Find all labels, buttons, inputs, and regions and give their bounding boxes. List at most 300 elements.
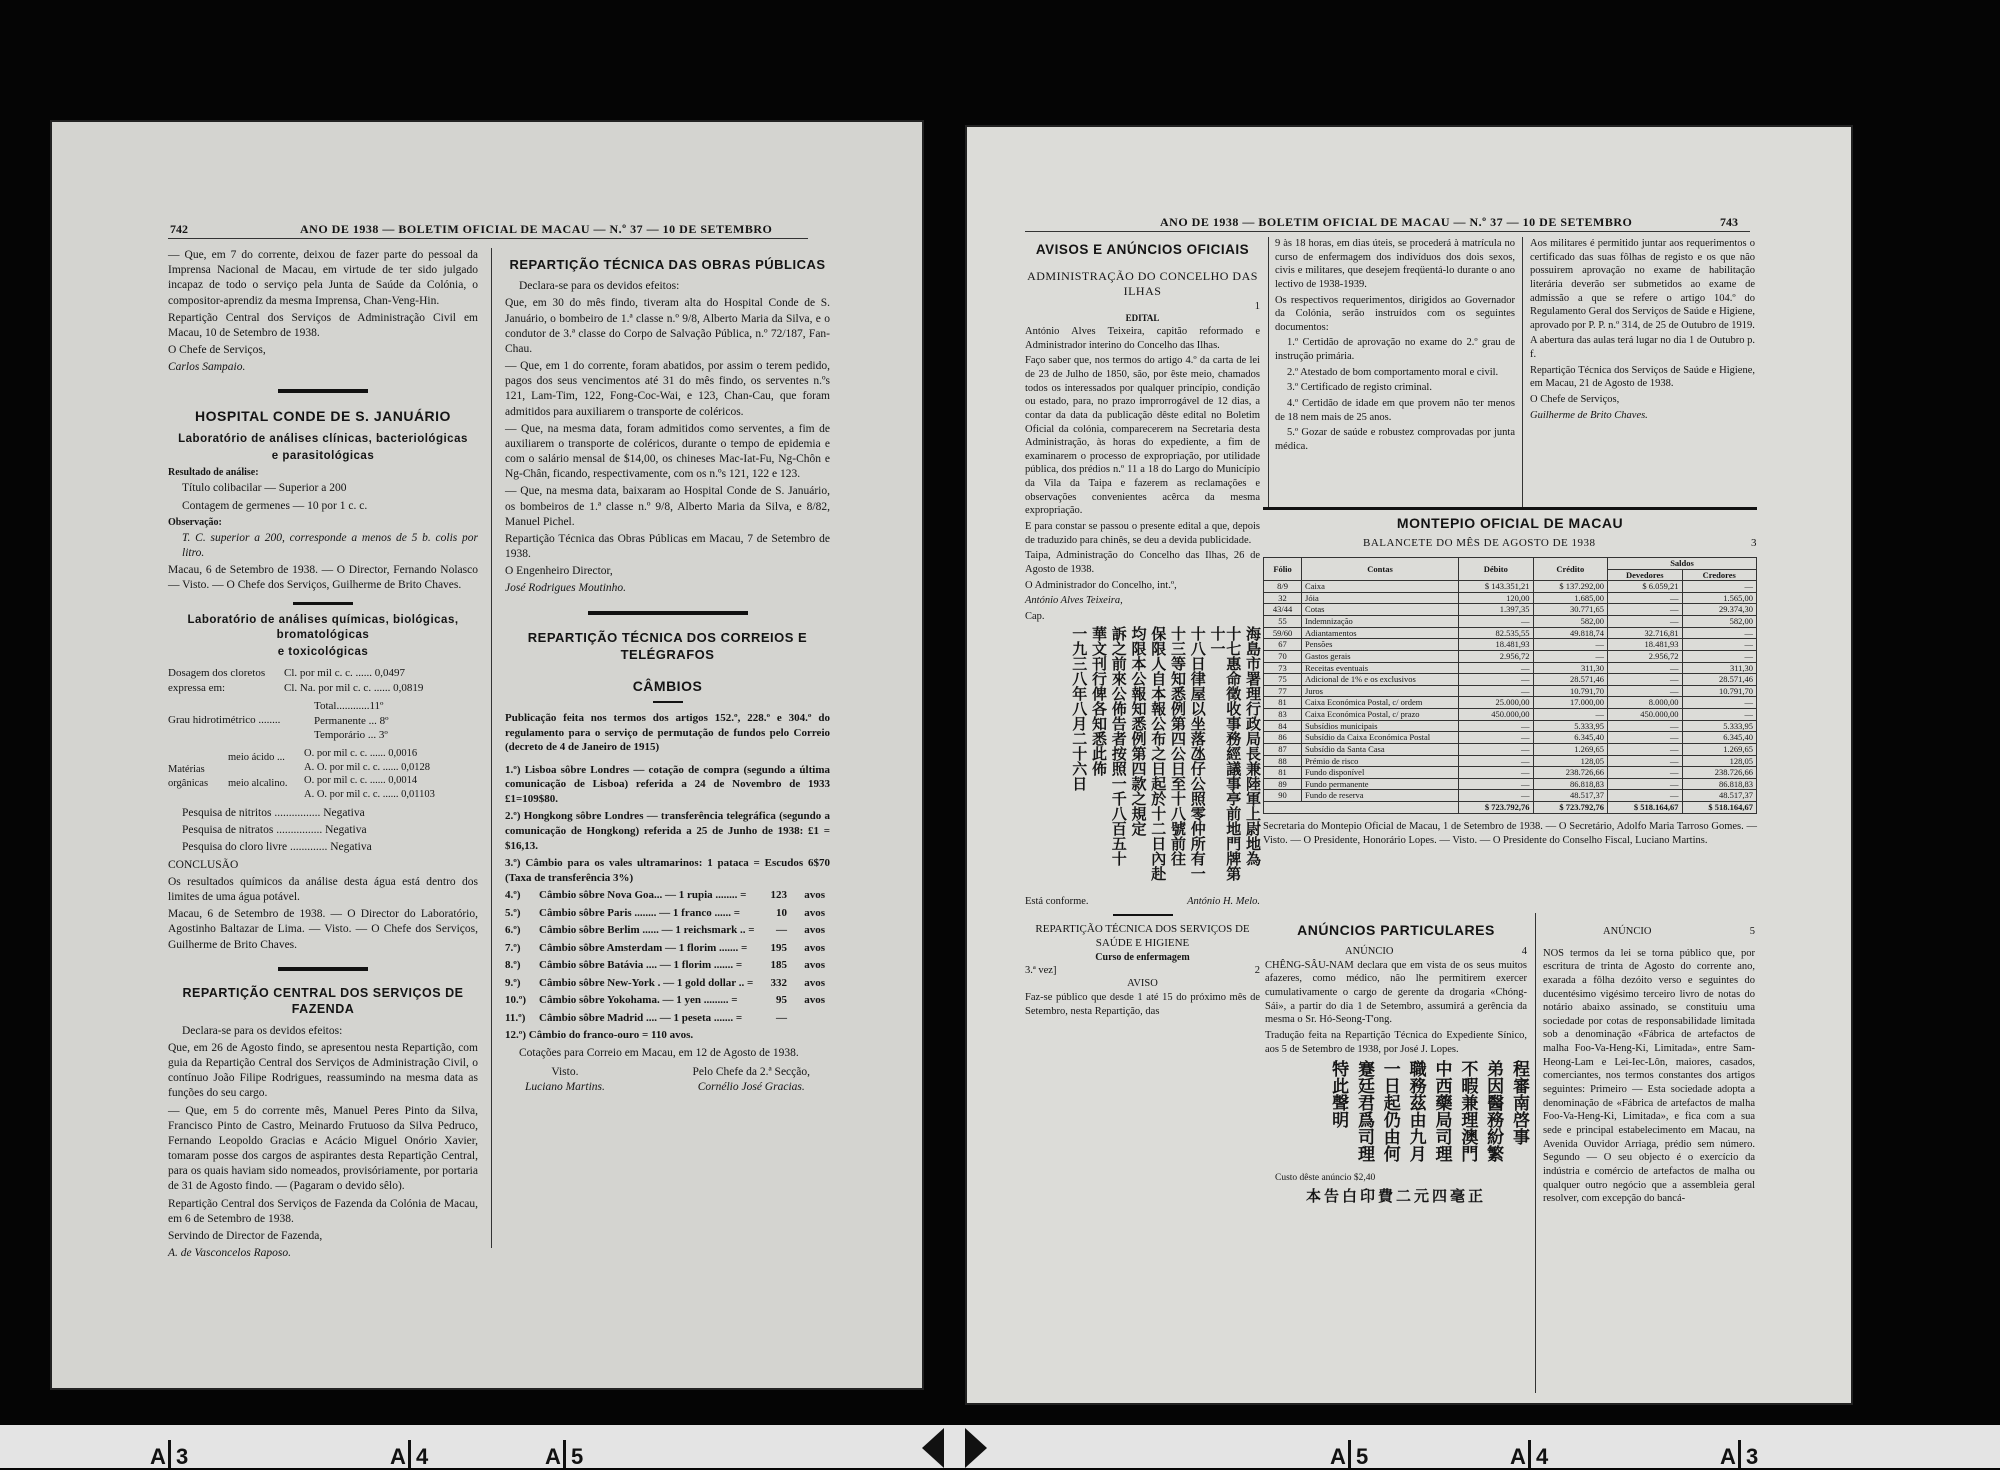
chefe-label: Pelo Chefe da 2.ª Secção, [692, 1065, 810, 1078]
dosagem-block [168, 666, 478, 695]
scale-tick [408, 1440, 411, 1468]
debito-cell: — [1459, 662, 1533, 674]
column-divider [1535, 913, 1536, 1393]
particulares-chinese-columns [1328, 1060, 1527, 1172]
scale-letter: A [1330, 1444, 1346, 1469]
balancete-row [1264, 662, 1757, 674]
total-cell: $ 518.164,67 [1682, 802, 1757, 814]
header-contas: Contas [1302, 557, 1459, 580]
scale-number: 5 [1356, 1444, 1369, 1469]
devedores-cell: — [1608, 685, 1682, 697]
folio-cell: 59/60 [1264, 627, 1302, 639]
balancete-row [1264, 755, 1757, 767]
grau-value-2: Permanente ... 8º [314, 714, 389, 727]
credores-cell: — [1682, 697, 1757, 709]
header-folio: Fólio [1264, 557, 1302, 580]
header-credores: Credores [1682, 569, 1757, 581]
hospital-sub2: e parasitológicas [271, 450, 375, 463]
scale-letter: A [1720, 1444, 1736, 1469]
rate-unit: avos [804, 959, 825, 972]
aviso-paragraph: Faz-se público que desde 1 até 15 do próximo mês de Setembro, nesta Repartição, das [1025, 992, 1260, 1017]
conta-cell: Fundo disponível [1302, 767, 1459, 779]
debito-cell: $ 143.351,21 [1459, 581, 1533, 593]
particulares-section [1265, 915, 1527, 1206]
header-devedores: Devedores [1608, 569, 1682, 581]
debito-cell: 450.000,00 [1459, 709, 1533, 721]
rate-description: Câmbio sôbre Yokohama. — 1 yen ......... = [539, 994, 738, 1007]
debito-cell: 18.481,93 [1459, 639, 1533, 651]
credito-cell: 1.685,00 [1533, 592, 1607, 604]
devedores-cell: — [1608, 767, 1682, 779]
conclusion-text: Os resultados químicos da análise desta água está dentro dos limites de uma água potável. [168, 875, 478, 903]
saude-title: REPARTIÇÃO TÉCNICA DOS SERVIÇOS DE SAÚDE E HIGIENE [1035, 923, 1250, 950]
obras-paragraph-3: — Que, na mesma data, foram admitidos como serventes, a fim de auxiliarem o transporte de coléricos, durante o tempo de epidemia e com o salário mensal de $14,00, os chineses Mac-Iat-Fu, Ng-Chôn e Ng-Chân, ficando, respectivamente, com os n.ºs 121, 122 e 123. [505, 422, 830, 481]
observation-label: Observação: [168, 516, 222, 528]
particulares-chinese-bottom: 本告白印費二元四毫正 [1305, 1186, 1486, 1205]
conta-cell: Subsídio da Caixa Económica Postal [1302, 732, 1459, 744]
fazenda-signature-name: A. de Vasconcelos Raposo. [168, 1247, 291, 1260]
anuncio2-paragraph: NOS termos da lei se torna público que, por escritura de trinta de Agosto do corrente ano, exarada a fôlha dezóito verso e seguintes do ducentésimo vigésimo terceiro livro de notas do notário abaixo assinado, se constituiu uma sociedade por cotas de responsabilidade limitada sob a denominação «Fábrica de artefactos de malha Foo-Va-Heng-Ki, Limitada», entre Sam-Heong-Lam e Lei-Iec-Lôn, maiores, casados, comerciantes, nos termos constantes dos artigos seguintes: Primeiro — Esta sociedade adopta a denominação de «Fábrica de artefactos de malha Foo-Va-Heng-Ki, Limitada», e fica com a sua sede e principal estabelecimento em Macau, na Avenida Ouvidor Arriaga, prédio sem número. Segundo — O seu objecto é o exercício da indústria e comércio de artefactos de malha ou qualquer outro negócio que a assembleia geral resolver, com excepção do bancá- [1543, 947, 1755, 1205]
edital-signature-title: O Administrador do Concelho, int.º, [1025, 579, 1177, 591]
aviso-label: AVISO [1127, 978, 1158, 990]
chinese-column: 弟因醫務紛繁 [1483, 1060, 1504, 1163]
conta-cell: Caixa Económica Postal, c/ ordem [1302, 697, 1459, 709]
section-rule [1113, 914, 1173, 916]
balancete-row [1264, 674, 1757, 686]
chinese-column: 訴之前來公佈告者按照一千八百五十 [1109, 625, 1128, 866]
conta-cell: Fundo permanente [1302, 778, 1459, 790]
credores-cell: 48.517,37 [1682, 790, 1757, 802]
header-rule [1025, 231, 1750, 232]
rate-value: — [776, 924, 787, 937]
folio-cell: 81 [1264, 697, 1302, 709]
folio-cell: 8/9 [1264, 581, 1302, 593]
folio-cell: 43/44 [1264, 604, 1302, 616]
credito-cell: 30.771,65 [1533, 604, 1607, 616]
document-item: 2.º Atestado de bom comportamento moral e civil. [1287, 366, 1499, 378]
balancete-row [1264, 627, 1757, 639]
devedores-cell: 8.000,00 [1608, 697, 1682, 709]
chinese-column: 華文刊行俾各知悉此佈 [1090, 625, 1108, 776]
conta-cell: Subsídios municipais [1302, 720, 1459, 732]
devedores-cell: — [1608, 720, 1682, 732]
devedores-cell: — [1608, 592, 1682, 604]
documents-list [1275, 336, 1515, 453]
credito-cell: 128,05 [1533, 755, 1607, 767]
particulares-anuncio-label: ANÚNCIO [1345, 946, 1394, 958]
conta-cell: Indemnização [1302, 616, 1459, 628]
rate-number: 10.º) [505, 994, 527, 1007]
rate-number: 7.º) [505, 941, 521, 954]
saude-paragraph-2: Os respectivos requerimentos, dirigidos ao Governador da Colónia, serão instruídos com os seguintes documentos: [1275, 294, 1515, 333]
folio-cell: 75 [1264, 674, 1302, 686]
left-column-1 [168, 248, 478, 1263]
section-rule [588, 611, 748, 615]
result-label: Resultado de análise: [168, 467, 259, 479]
balancete-body [1264, 581, 1757, 814]
balancete-table [1263, 557, 1757, 814]
anuncio2-number: 5 [1749, 926, 1755, 937]
visto-block [525, 1065, 605, 1095]
cotacoes: Cotações para Correio em Macau, em 12 de Agosto de 1938. [519, 1046, 799, 1059]
conta-cell: Caixa [1302, 581, 1459, 593]
balancete-row [1264, 697, 1757, 709]
cambio-1: 1.º) Lisboa sôbre Londres — cotação de compra (segundo a última comunicação de Lisboa) referida a 24 de Novembro de 1933 £1=109$80. [505, 763, 830, 805]
devedores-cell: 450.000,00 [1608, 709, 1682, 721]
rate-value: 185 [770, 959, 787, 972]
credito-cell: 10.791,70 [1533, 685, 1607, 697]
abertura-paragraph: A abertura das aulas terá lugar no dia 1 de Outubro p. f. [1530, 335, 1755, 361]
conta-cell: Adicional de 1% e os exclusivos [1302, 674, 1459, 686]
devedores-cell: — [1608, 662, 1682, 674]
saude-signature-name: Guilherme de Brito Chaves. [1530, 409, 1648, 421]
credito-cell: 311,30 [1533, 662, 1607, 674]
fazenda-paragraph-2: — Que, em 5 do corrente mês, Manuel Peres Pinto da Silva, Francisco Pinto de Castro, Meinardo Frutuoso da Silva Pedruco, Fernando Leopoldo Gracias e Acácio Miguel Onório Xavier, tomaram posse dos cargos de aspirantes desta Repartição Central, para os quais haviam sido nomeados, provisóriamente, por portaria de 31 de Agosto findo. — (Pagaram o devido sêlo). [168, 1104, 478, 1193]
debito-cell: — [1459, 616, 1533, 628]
column-divider [1522, 237, 1523, 507]
montepio-section [1263, 507, 1757, 849]
materias-values [304, 747, 435, 802]
debito-cell: — [1459, 790, 1533, 802]
lab-place: Macau, 6 de Setembro de 1938. — O Director, Fernando Nolasco — Visto. — O Chefe dos Serviços, Guilherme de Brito Chaves. [168, 564, 478, 592]
folio-cell: 89 [1264, 778, 1302, 790]
conforme-label: Está conforme. [1025, 895, 1089, 907]
rate-row [505, 906, 830, 921]
rate-unit: avos [804, 906, 825, 919]
credores-cell: — [1682, 639, 1757, 651]
dosagem-value-1: Cl. por mil c. c. ...... 0,0497 [284, 667, 405, 680]
folio-cell: 55 [1264, 616, 1302, 628]
edital-place: Taipa, Administração do Concelho das Ilhas, 26 de Agosto de 1938. [1025, 550, 1260, 575]
credores-cell: 311,30 [1682, 662, 1757, 674]
credores-cell: 1.565,00 [1682, 592, 1757, 604]
conta-cell: Subsídio da Santa Casa [1302, 743, 1459, 755]
document-item: 4.º Certidão de idade em que provem não ter menos de 18 nem mais de 25 anos. [1275, 398, 1515, 423]
balancete-row [1264, 581, 1757, 593]
devedores-cell: — [1608, 755, 1682, 767]
credito-cell: 238.726,66 [1533, 767, 1607, 779]
debito-cell: — [1459, 674, 1533, 686]
rate-number: 9.º) [505, 976, 521, 989]
conclusion-place: Macau, 6 de Setembro de 1938. — O Director do Laboratório, Agostinho Baltazar de Lima. — Visto. — O Chefe dos Serviços, Guilherme de Brito Chaves. [168, 908, 478, 951]
pesquisa-1: Pesquisa de nitritos ................ Negativa [182, 807, 365, 820]
edital-paragraph-3: E para constar se passou o presente edital a que, depois de traduzido para chinês, se deu a devida publicidade. [1025, 521, 1260, 546]
rate-unit: avos [804, 924, 825, 937]
credores-cell: 28.571,46 [1682, 674, 1757, 686]
balancete-row [1264, 616, 1757, 628]
chinese-column: 職務茲由九月 [1405, 1060, 1426, 1163]
chinese-column: 一日起仍由何 [1379, 1060, 1400, 1163]
folio-cell: 73 [1264, 662, 1302, 674]
conta-cell: Adiantamentos [1302, 627, 1459, 639]
hospital-title: HOSPITAL CONDE DE S. JANUÁRIO [195, 408, 451, 425]
rate-row [505, 1011, 830, 1026]
debito-cell: — [1459, 767, 1533, 779]
edital-paragraph-2: Faço saber que, nos termos do artigo 4.º da carta de lei de 23 de Julho de 1850, são, por êste meio, chamados todos os interessados por qualquer princípio, condição ou estado, para, no prazo improrrogável de 12 dias, a contar da data da publicação dêste edital no Boletim Oficial da colónia, comparecerem na Secretaria desta Administração, às horas do expediente, a fim de examinarem o processo de expropriação, por utilidade pública, dos prédios n.º 11 a 18 do Largo do Município da Vila da Taipa e fazerem as reclamações e observações convenientes acêrca da mesma expropriação. [1025, 355, 1260, 517]
devedores-cell: — [1608, 790, 1682, 802]
obras-signature-name: José Rodrigues Moutinho. [505, 582, 627, 595]
militares-paragraph: Aos militares é permitido juntar aos requerimentos o certificado das suas fôlhas de registo e os que não possuirem aprovação no exame de habilitação literária deverão ser submetidos ao exame de admissão a que se refere o artigo 104.º do Regulamento Geral dos Serviços de Saúde e Higiene, aprovado por P. P. n.º 314, de 25 de Outubro de 1919. [1530, 238, 1755, 331]
visto-signature: Luciano Martins. [525, 1081, 605, 1094]
rate-description: Câmbio sôbre Nova Goa... — 1 rupia ........ = [539, 889, 747, 902]
correios-signatures [505, 1065, 830, 1095]
rate-description: Câmbio sôbre Madrid .... — 1 peseta ....... = [539, 1011, 743, 1024]
scale-number: 4 [1536, 1444, 1549, 1469]
credores-cell: 1.269,65 [1682, 743, 1757, 755]
debito-cell: 82.535,55 [1459, 627, 1533, 639]
grau-values [314, 699, 389, 743]
rate-row [505, 993, 830, 1008]
rate-description: Câmbio sôbre Batávia .... — 1 florim ....... = [539, 959, 743, 972]
rate-description: Câmbio sôbre Amsterdam — 1 florim ....... = [539, 941, 748, 954]
materias-value-4: A. O. por mil c. c. ...... 0,01103 [304, 789, 435, 801]
anuncio2-title: ANÚNCIO [1603, 926, 1652, 937]
dosagem-value-2: Cl. Na. por mil c. c. ...... 0,0819 [284, 681, 424, 694]
left-page [50, 120, 924, 1390]
conta-cell: Juros [1302, 685, 1459, 697]
balancete-row [1264, 778, 1757, 790]
scale-tick [1528, 1440, 1531, 1468]
credores-cell: — [1682, 650, 1757, 662]
column-divider [491, 248, 492, 1248]
edital-chinese [1025, 626, 1260, 891]
chinese-column: 均限本公報知悉例第四款之規定 [1129, 625, 1148, 836]
rate-number: 5.º) [505, 906, 521, 919]
obras-paragraph-4: — Que, na mesma data, baixaram ao Hospital Conde de S. Januário, os bombeiros de 1.ª classe n.º 9/8, Alberto Maria da Silva, e 8/82, Manuel Pichel. [505, 485, 830, 528]
scale-tick [1348, 1440, 1351, 1468]
running-head: ANO DE 1938 — BOLETIM OFICIAL DE MACAU — N.º 37 — 10 DE SETEMBRO [1160, 215, 1633, 229]
scale-letter: A [390, 1444, 406, 1469]
dosagem-label: Dosagem dos cloretos expressa em: [168, 667, 266, 694]
fazenda-paragraph-1: Que, em 26 de Agosto findo, se apresentou nesta Repartição, com guia da Repartição Central dos Serviços de Administração Civil, o contínuo João Filipe Rodrigues, reassumindo na mesma data as funções do seu cargo. [168, 1041, 478, 1100]
materias-label: Matérias orgânicas [168, 763, 209, 789]
particulares-number: 4 [1521, 946, 1527, 958]
edital-signature-rank: Cap. [1025, 610, 1045, 622]
devedores-cell: 18.481,93 [1608, 639, 1682, 651]
hospital-sub1: Laboratório de análises clínicas, bacteriológicas [178, 432, 468, 445]
fazenda-title: REPARTIÇÃO CENTRAL DOS SERVIÇOS DE FAZENDA [182, 985, 464, 1017]
saude-vez: 3.ª vez] [1025, 964, 1057, 976]
particulares-anuncio-row [1265, 945, 1527, 959]
credito-cell: 86.818,83 [1533, 778, 1607, 790]
chinese-column: 海島市署理行政局長兼陸軍上尉地為 [1244, 625, 1262, 866]
credito-cell: 28.571,46 [1533, 674, 1607, 686]
running-head: ANO DE 1938 — BOLETIM OFICIAL DE MACAU — N.º 37 — 10 DE SETEMBRO [300, 222, 773, 236]
page-number: 742 [170, 222, 188, 236]
cambios-title: CÂMBIOS [632, 677, 703, 694]
chinese-column: 保限人自本報公布之日起於十二日內赴 [1149, 625, 1168, 881]
edital-paragraph-1: António Alves Teixeira, capitão reformado e Administrador interino do Concelho das Ilhas. [1025, 326, 1260, 351]
devedores-cell: — [1608, 674, 1682, 686]
adm-title: ADMINISTRAÇÃO DO CONCELHO DAS ILHAS [1027, 268, 1258, 299]
rate-number: 11.º) [505, 1011, 526, 1024]
balancete-row [1264, 767, 1757, 779]
materias-mediums [228, 747, 300, 802]
edital-conforme [1025, 895, 1260, 909]
page-number: 743 [1720, 215, 1738, 229]
total-cell: $ 723.792,76 [1533, 802, 1607, 814]
montepio-subtitle: BALANCETE DO MÊS DE AGOSTO DE 1938 [1363, 537, 1596, 550]
header-debito: Débito [1459, 557, 1533, 580]
conclusion-title: CONCLUSÃO [168, 858, 239, 871]
anuncio2-header [1543, 925, 1755, 939]
scale-tick [168, 1440, 171, 1468]
rate-value: 195 [770, 941, 787, 954]
rate-unit: avos [804, 889, 825, 902]
devedores-cell: — [1608, 616, 1682, 628]
materias-block [168, 747, 478, 802]
totals-blank [1264, 802, 1459, 814]
scale-number: 4 [416, 1444, 429, 1469]
saude-subtitle: Curso de enfermagem [1095, 951, 1190, 963]
particulares-paragraph-2: Tradução feita na Repartição Técnica do Expediente Sínico, aos 5 de Setembro de 1938, por José J. Lopes. [1265, 1030, 1527, 1055]
right-column-3 [1530, 237, 1755, 424]
chinese-column: 十七惠命徵收事務經議事亭前地門牌第十一 [1208, 625, 1243, 881]
credores-cell: 86.818,83 [1682, 778, 1757, 790]
rate-number: 6.º) [505, 924, 521, 937]
balancete-row [1264, 639, 1757, 651]
intro-place: Repartição Central dos Serviços de Administração Civil em Macau, 10 de Setembro de 1938. [168, 311, 478, 339]
credores-cell: 128,05 [1682, 755, 1757, 767]
chinese-column: 程審南啓事 [1509, 1060, 1529, 1146]
credores-cell: 6.345,40 [1682, 732, 1757, 744]
rate-description: Câmbio sôbre New-York . — 1 gold dollar .. = [539, 976, 754, 989]
conforme-signature: António H. Melo. [1187, 895, 1260, 907]
scale-tick [1738, 1440, 1741, 1468]
total-cell: $ 518.164,67 [1608, 802, 1682, 814]
credores-cell: 29.374,30 [1682, 604, 1757, 616]
credores-cell: — [1682, 627, 1757, 639]
saude-signature-title: O Chefe de Serviços, [1530, 394, 1620, 406]
rate-unit: avos [804, 941, 825, 954]
document-item: 5.º Gozar de saúde e robustez comprovadas por junta médica. [1275, 427, 1515, 452]
section-rule [278, 389, 368, 393]
pesquisa-3: Pesquisa do cloro livre ............. Negativa [182, 841, 372, 854]
rate-number: 4.º) [505, 889, 521, 902]
rate-description: Câmbio sôbre Berlim ...... — 1 reichsmark .. = [539, 924, 755, 937]
debito-cell: 2.956,72 [1459, 650, 1533, 662]
folio-cell: 88 [1264, 755, 1302, 767]
materias-value-2: A. O. por mil c. c. ...... 0,0128 [304, 761, 430, 773]
section-rule [293, 602, 353, 605]
chefe-block [693, 1065, 811, 1095]
balancete-row [1264, 592, 1757, 604]
rates-list [505, 888, 830, 1025]
folio-cell: 86 [1264, 732, 1302, 744]
correios-title: REPARTIÇÃO TÉCNICA DOS CORREIOS E TELÉGRAFOS [527, 629, 808, 662]
intro-signature-name: Carlos Sampaio. [168, 361, 246, 374]
right-page [965, 125, 1853, 1405]
credito-cell: — [1533, 639, 1607, 651]
rate-row [505, 923, 830, 938]
scale-letter: A [150, 1444, 166, 1469]
credito-cell: — [1533, 650, 1607, 662]
folio-cell: 87 [1264, 743, 1302, 755]
debito-cell: — [1459, 732, 1533, 744]
debito-cell: 25.000,00 [1459, 697, 1533, 709]
folio-cell: 84 [1264, 720, 1302, 732]
chinese-column: 中西藥局司理 [1431, 1060, 1452, 1163]
folio-cell: 90 [1264, 790, 1302, 802]
debito-cell: — [1459, 778, 1533, 790]
conta-cell: Jóia [1302, 592, 1459, 604]
rate-value: 123 [770, 889, 787, 902]
chefe-signature: Cornélio José Gracias. [697, 1081, 805, 1094]
right-arrow-icon [965, 1428, 987, 1468]
devedores-cell: — [1608, 604, 1682, 616]
fazenda-signature-title: Servindo de Director de Fazenda, [168, 1229, 323, 1242]
document-item: 3.º Certificado de registo criminal. [1287, 382, 1432, 394]
particulares-custo: Custo dêste anúncio $2,40 [1275, 1173, 1376, 1184]
header-rule [168, 238, 808, 239]
credito-cell: $ 137.292,00 [1533, 581, 1607, 593]
intro-signature-title: O Chefe de Serviços, [168, 344, 266, 357]
grau-block [168, 699, 478, 743]
credito-cell: 1.269,65 [1533, 743, 1607, 755]
rate-description: Câmbio sôbre Paris ........ — 1 franco ...... = [539, 906, 740, 919]
saude-place: Repartição Técnica dos Serviços de Saúde e Higiene, em Macau, 21 de Agosto de 1938. [1530, 364, 1755, 390]
materias-value-3: O. por mil c. c. ...... 0,0014 [304, 775, 418, 787]
rate-unit: avos [804, 994, 825, 1007]
column-divider [1268, 237, 1269, 507]
folio-cell: 67 [1264, 639, 1302, 651]
credito-cell: 49.818,74 [1533, 627, 1607, 639]
right-column-2 [1275, 237, 1515, 456]
rate-number: 8.º) [505, 959, 521, 972]
adm-number: 1 [1254, 300, 1260, 312]
meio-acido-label: meio ácido ... [228, 751, 285, 763]
balancete-row [1264, 743, 1757, 755]
credores-cell: — [1682, 581, 1757, 593]
cambio-12: 12.º) Câmbio do franco-ouro = 110 avos. [505, 1029, 694, 1042]
result-line-2: Contagem de germenes — 10 por 1 c. c. [182, 499, 368, 512]
saude-paragraph-1: 9 às 18 horas, em dias úteis, se procederá à matrícula no curso de enfermagem dos indivíduos dos dois sexos, civis e militares, que desejem freqüentá-lo durante o ano lectivo de 1938-1939. [1275, 238, 1515, 290]
total-cell: $ 723.792,76 [1459, 802, 1533, 814]
rate-row [505, 888, 830, 903]
particulares-paragraph-1: CHÊNG-SÂU-NAM declara que em vista de os seus muitos afazeres, como médico, não lhe permitirem exercer cumulativamente o cargo de gerente da drogaria «Chóng-Sái», a partir do dia 1 de Setembro, assumirá a gerência da mesma o Sr. Hó-Seong-T'ong. [1265, 959, 1527, 1026]
scale-number: 3 [1746, 1444, 1759, 1469]
obras-title: REPARTIÇÃO TÉCNICA DAS OBRAS PÚBLICAS [509, 257, 826, 272]
result-line-1: Título colibacilar — Superior a 200 [182, 482, 347, 495]
rate-value: — [776, 1011, 787, 1024]
montepio-number: 3 [1751, 537, 1757, 550]
montepio-footer: Secretaria do Montepio Oficial de Macau, 1 de Setembro de 1938. — O Secretário, Adolfo Maria Tarroso Gomes. — Visto. — O Presidente, Honorário Lopes. — Visto. — O Presidente do Conselho Fiscal, Luciano Martins. [1263, 820, 1757, 846]
edital-signature-name: António Alves Teixeira, [1025, 595, 1123, 607]
left-column-2 [505, 250, 830, 1095]
devedores-cell: 32.716,81 [1608, 627, 1682, 639]
devedores-cell: — [1608, 732, 1682, 744]
balancete-row [1264, 650, 1757, 662]
obras-signature-title: O Engenheiro Director, [505, 565, 613, 578]
debito-cell: 120,00 [1459, 592, 1533, 604]
saude-meta [1025, 964, 1260, 978]
credito-cell: 5.333,95 [1533, 720, 1607, 732]
chem-lab-sub2: e toxicológicas [277, 645, 369, 658]
montepio-title: MONTEPIO OFICIAL DE MACAU [1396, 515, 1624, 531]
scale-tick [563, 1440, 566, 1468]
debito-cell: — [1459, 685, 1533, 697]
credito-cell: 17.000,00 [1533, 697, 1607, 709]
section-rule [653, 701, 683, 703]
rate-unit [791, 1011, 825, 1026]
rate-row [505, 958, 830, 973]
chem-lab-sub1: Laboratório de análises químicas, biológicas, bromatológicas [187, 613, 459, 641]
credito-cell: — [1533, 709, 1607, 721]
scale-letter: A [545, 1444, 561, 1469]
grau-label: Grau hidrotimétrico ........ [168, 714, 281, 727]
particulares-title: ANÚNCIOS PARTICULARES [1297, 922, 1495, 938]
balancete-row [1264, 604, 1757, 616]
